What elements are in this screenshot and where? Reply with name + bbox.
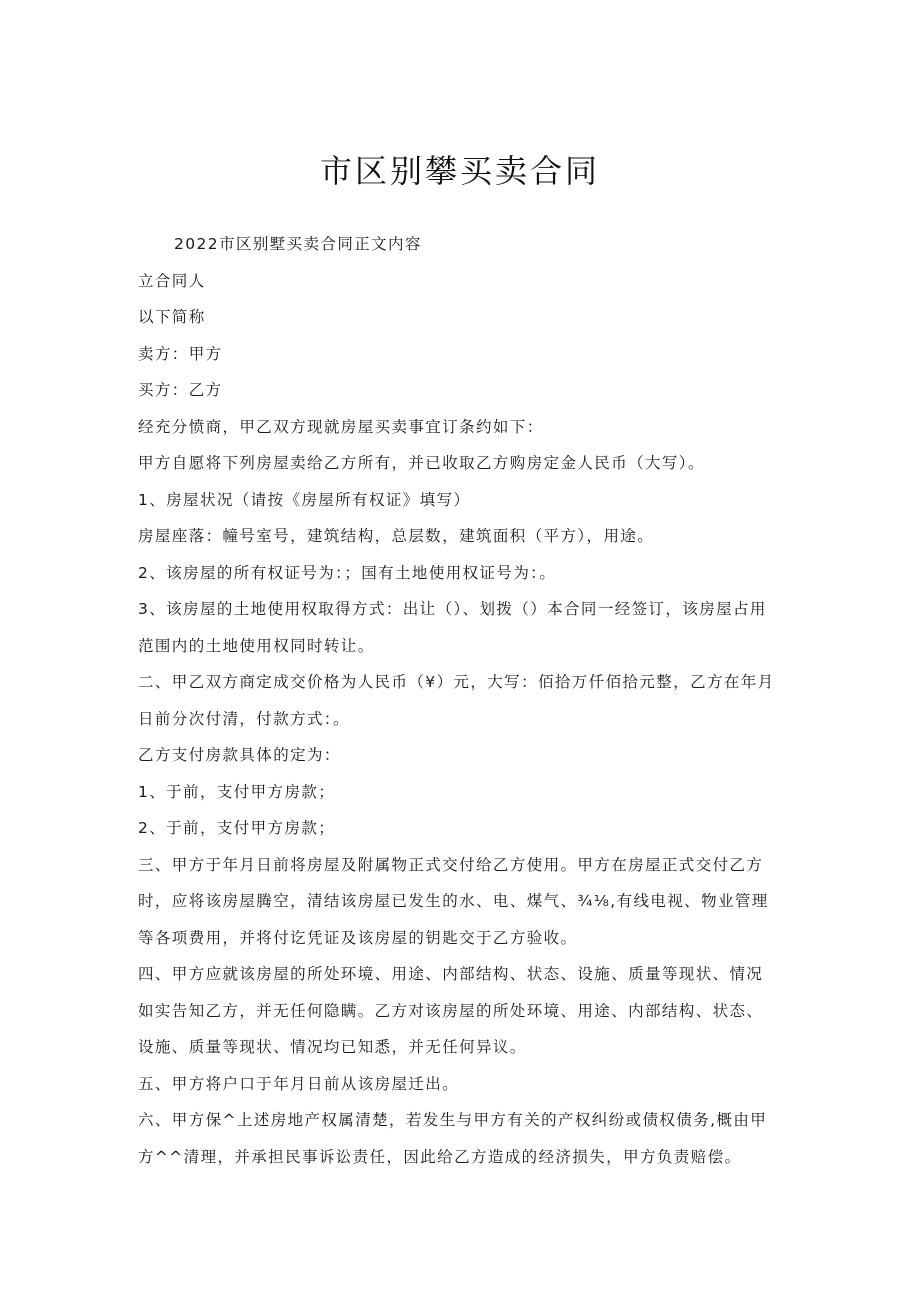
body-line: 乙方支付房款具体的定为： <box>138 746 341 764</box>
body-line: 经充分愤商，甲乙双方现就房屋买卖事宜订条约如下： <box>138 417 544 436</box>
body-line: 立合同人 <box>138 271 206 290</box>
body-line: 1、房屋状况（请按《房屋所有权证》填写） <box>138 490 471 509</box>
body-line: 时，应将该房屋腾空，清结该房屋已发生的水、电、煤气、¾⅛,有线电视、物业管理 <box>138 892 769 910</box>
body-line: 房屋座落：幢号室号，建筑结构，总层数，建筑面积（平方），用途。 <box>138 527 655 545</box>
body-line: 1、于前，支付甲方房款； <box>138 782 336 801</box>
body-line: 3、该房屋的土地使用权取得方式：出让（）、划拨（）本合同一经签订，该房屋占用 <box>138 600 767 618</box>
body-line: 方^^清理，并承担民事诉讼责任，因此给乙方造成的经济损失，甲方负责赔偿。 <box>138 1147 742 1166</box>
body-line: 买方：乙方 <box>138 381 223 399</box>
body-line: 二、甲乙双方商定成交价格为人民币（¥）元，大写：佰拾万仟佰拾元整，乙方在年月 <box>138 673 775 691</box>
body-line: 甲方自愿将下列房屋卖给乙方所有，并已收取乙方购房定金人民币（大写）。 <box>138 454 705 472</box>
body-line: 日前分次付清，付款方式：。 <box>138 709 350 728</box>
body-line: 三、甲方于年月日前将房屋及附属物正式交付给乙方使用。甲方在房屋正式交付乙方 <box>138 855 764 874</box>
body-line: 卖方：甲方 <box>138 344 223 363</box>
body-line: 如实告知乙方，并无任何隐瞒。乙方对该房屋的所处环境、用途、内部结构、状态、 <box>138 1001 764 1020</box>
body-line: 范围内的土地使用权同时转让。 <box>138 636 375 655</box>
body-line: 2、该房屋的所有权证号为：；国有土地使用权证号为：。 <box>138 563 557 582</box>
body-line: 等各项费用，并将付讫凭证及该房屋的钥匙交于乙方验收。 <box>138 928 578 947</box>
document-title: 市区别攀买卖合同 <box>319 152 600 190</box>
body-line: 2、于前，支付甲方房款； <box>138 819 336 837</box>
body-line-subtitle: 2022市区别墅买卖合同正文内容 <box>174 235 422 253</box>
body-line: 四、甲方应就该房屋的所处环境、用途、内部结构、状态、设施、质量等现状、情况 <box>138 965 764 983</box>
body-line: 六、甲方保^上述房地产权属清楚，若发生与甲方有关的产权纠纷或债权债务,概由甲 <box>138 1111 768 1129</box>
body-line: 以下简称 <box>138 308 206 326</box>
document-body <box>138 226 778 1175</box>
body-line: 设施、质量等现状、情况均已知悉，并无任何异议。 <box>138 1038 527 1056</box>
body-line: 五、甲方将户口于年月日前从该房屋迁出。 <box>138 1074 460 1093</box>
